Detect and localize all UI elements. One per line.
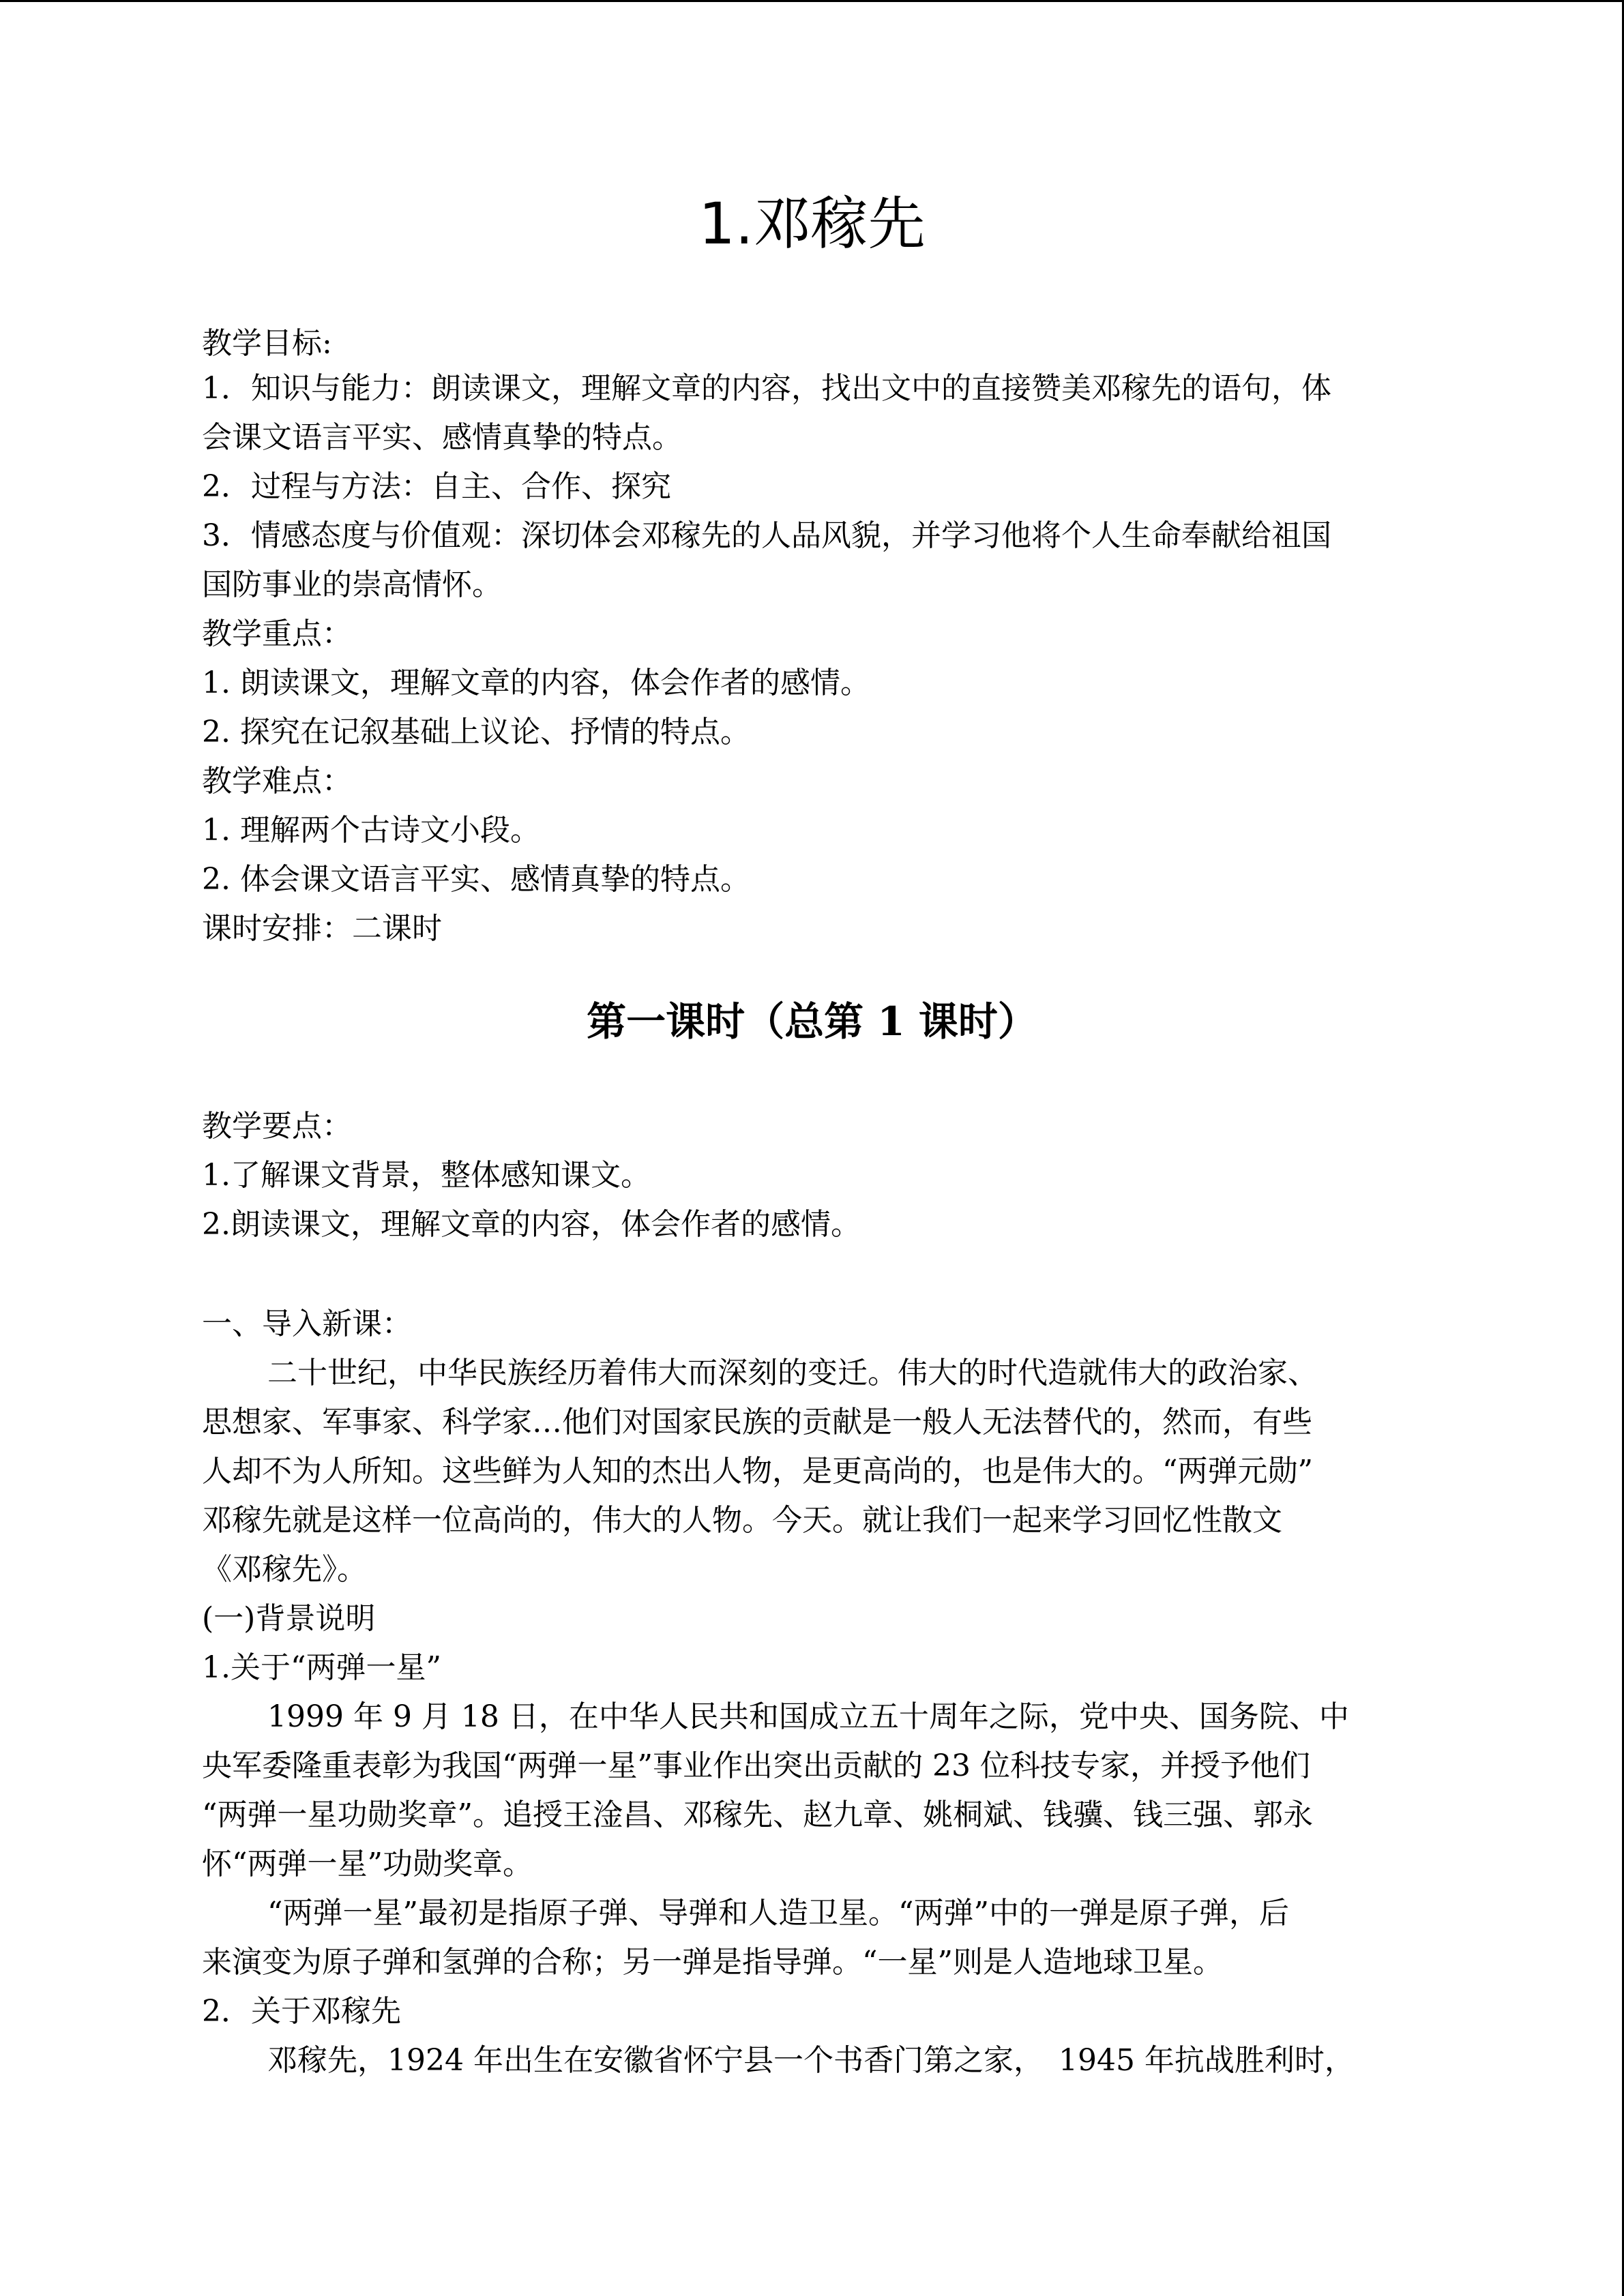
difficulty-2: 2. 体会课文语言平实、感情真挚的特点。 bbox=[202, 862, 750, 897]
key-points-heading: 教学重点： bbox=[202, 616, 352, 651]
document-title: 1.邓稼先 bbox=[698, 190, 926, 257]
schedule: 课时安排：二课时 bbox=[202, 911, 442, 946]
intro-line-4: 邓稼先就是这样一位高尚的，伟大的人物。今天。就让我们一起来学习回忆性散文 bbox=[202, 1503, 1282, 1538]
lesson-title: 第一课时（总第 1 课时） bbox=[587, 998, 1037, 1045]
key-point-1: 1. 朗读课文，理解文章的内容，体会作者的感情。 bbox=[202, 666, 870, 700]
goals-line-3: 2．过程与方法：自主、合作、探究 bbox=[202, 469, 671, 504]
intro-line-3: 人却不为人所知。这些鲜为人知的杰出人物，是更高尚的，也是伟大的。“两弹元勋” bbox=[202, 1454, 1313, 1489]
background-sub1: 1.关于“两弹一星” bbox=[202, 1650, 441, 1685]
intro-heading: 一、导入新课： bbox=[202, 1307, 412, 1341]
para3-line-1: 邓稼先，1924 年出生在安徽省怀宁县一个书香门第之家， 1945 年抗战胜利时， bbox=[267, 2043, 1355, 2078]
goals-line-4: 3．情感态度与价值观：深切体会邓稼先的人品风貌，并学习他将个人生命奉献给祖国 bbox=[202, 518, 1331, 553]
lesson-points-heading: 教学要点： bbox=[202, 1109, 352, 1144]
intro-line-1: 二十世纪，中华民族经历着伟大而深刻的变迁。伟大的时代造就伟大的政治家、 bbox=[267, 1356, 1318, 1390]
background-sub2: 2．关于邓稼先 bbox=[202, 1994, 401, 2029]
goals-heading: 教学目标: bbox=[202, 326, 332, 361]
lesson-point-1: 1.了解课文背景，整体感知课文。 bbox=[202, 1158, 651, 1193]
page-border-top bbox=[0, 0, 1624, 2]
para1-line-4: 怀“两弹一星”功勋奖章。 bbox=[202, 1847, 533, 1881]
difficulty-1: 1. 理解两个古诗文小段。 bbox=[202, 813, 540, 848]
goals-line-2: 会课文语言平实、感情真挚的特点。 bbox=[202, 420, 682, 455]
difficulties-heading: 教学难点： bbox=[202, 764, 352, 799]
intro-line-2: 思想家、军事家、科学家…他们对国家民族的贡献是一般人无法替代的，然而，有些 bbox=[202, 1405, 1312, 1440]
para2-line-1: “两弹一星”最初是指原子弹、导弹和人造卫星。“两弹”中的一弹是原子弹，后 bbox=[267, 1896, 1289, 1930]
para2-line-2: 来演变为原子弹和氢弹的合称；另一弹是指导弹。“一星”则是人造地球卫星。 bbox=[202, 1945, 1223, 1980]
intro-line-5: 《邓稼先》。 bbox=[202, 1552, 367, 1587]
goals-line-5: 国防事业的崇高情怀。 bbox=[202, 567, 502, 602]
para1-line-1: 1999 年 9 月 18 日，在中华人民共和国成立五十周年之际，党中央、国务院、中 bbox=[267, 1699, 1349, 1734]
key-point-2: 2. 探究在记叙基础上议论、抒情的特点。 bbox=[202, 715, 750, 749]
para1-line-3: “两弹一星功勋奖章”。追授王淦昌、邓稼先、赵九章、姚桐斌、钱骥、钱三强、郭永 bbox=[202, 1798, 1313, 1832]
para1-line-2: 央军委隆重表彰为我国“两弹一星”事业作出突出贡献的 23 位科技专家，并授予他们 bbox=[202, 1748, 1310, 1783]
goals-line-1: 1．知识与能力：朗读课文，理解文章的内容，找出文中的直接赞美邓稼先的语句，体 bbox=[202, 371, 1331, 406]
lesson-point-2: 2.朗读课文，理解文章的内容，体会作者的感情。 bbox=[202, 1207, 861, 1242]
background-heading: (一)背景说明 bbox=[202, 1601, 376, 1636]
